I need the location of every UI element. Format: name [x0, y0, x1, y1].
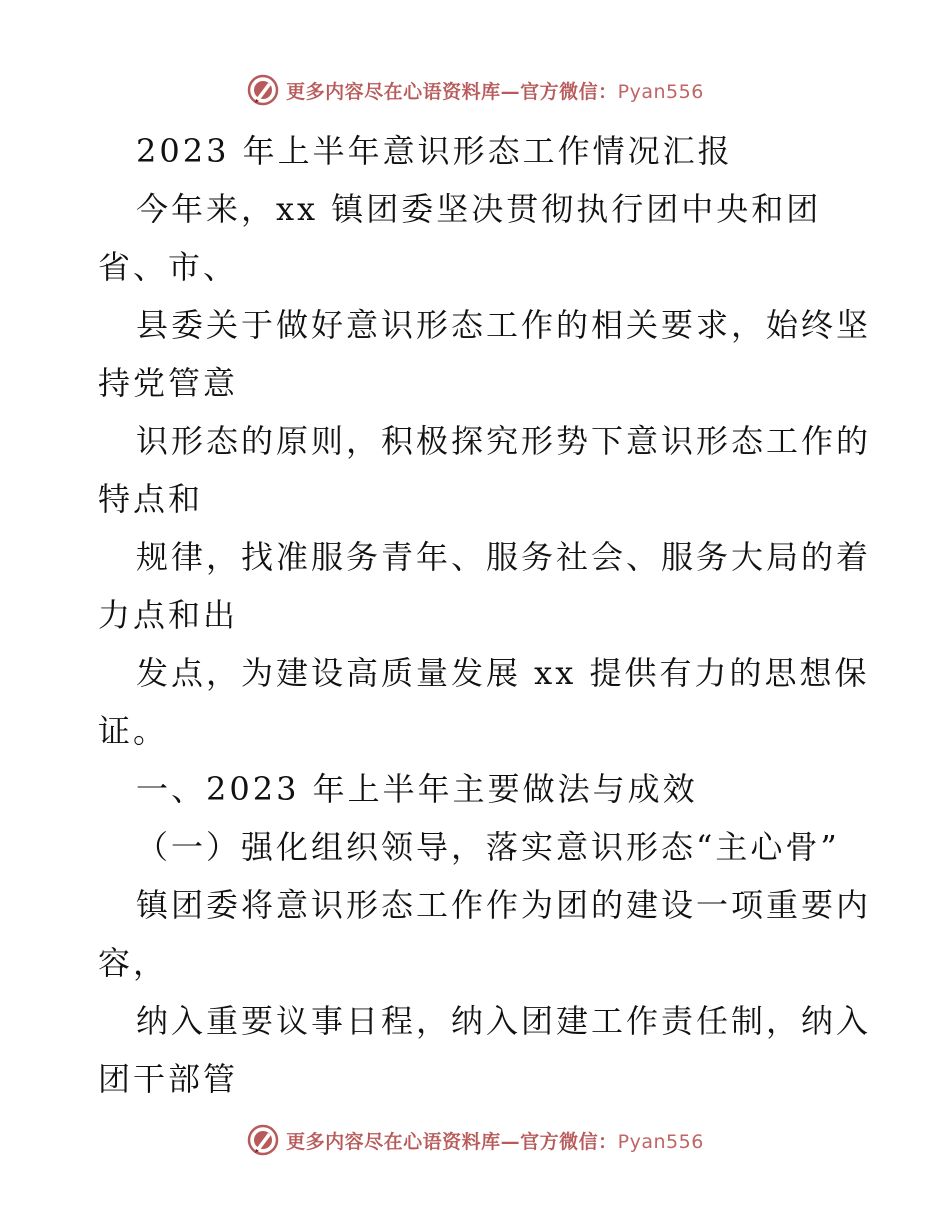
- watermark-text: 更多内容尽在心语资料库—官方微信：Pyan556: [286, 80, 704, 103]
- text-line: 规律，找准服务青年、服务社会、服务大局的着: [136, 538, 872, 576]
- text-line: 纳入重要议事日程，纳入团建工作责任制，纳入: [136, 1002, 872, 1040]
- watermark-handle: Pyan556: [617, 80, 704, 103]
- text-line: 识形态的原则，积极探究形势下意识形态工作的: [136, 422, 872, 460]
- pen-logo-icon: [246, 1123, 280, 1157]
- header-watermark: [0, 70, 950, 110]
- text-line: 一、2023 年上半年主要做法与成效: [136, 770, 698, 808]
- text-line: 县委关于做好意识形态工作的相关要求，始终坚: [136, 306, 872, 344]
- text-line: 发点，为建设高质量发展 xx 提供有力的思想保: [136, 654, 870, 692]
- text-line: 证。: [98, 712, 169, 750]
- watermark-handle: Pyan556: [617, 1130, 704, 1153]
- text-line: 容，: [98, 944, 169, 982]
- text-line: 力点和出: [98, 596, 239, 634]
- document-body: [98, 122, 872, 1108]
- watermark-text: 更多内容尽在心语资料库—官方微信：Pyan556: [286, 1130, 704, 1153]
- text-line: 镇团委将意识形态工作作为团的建设一项重要内: [136, 886, 872, 924]
- pen-logo-icon: [246, 73, 280, 107]
- text-line: （一）强化组织领导，落实意识形态“主心骨”: [136, 828, 840, 866]
- text-line: 持党管意: [98, 364, 239, 402]
- text-line: 省、市、: [98, 248, 239, 286]
- text-line: 特点和: [98, 480, 204, 518]
- footer-watermark: [0, 1120, 950, 1160]
- text-line: 2023 年上半年意识形态工作情况汇报: [136, 132, 733, 170]
- text-line: 团干部管: [98, 1060, 239, 1098]
- text-line: 今年来，xx 镇团委坚决贯彻执行团中央和团: [136, 190, 822, 228]
